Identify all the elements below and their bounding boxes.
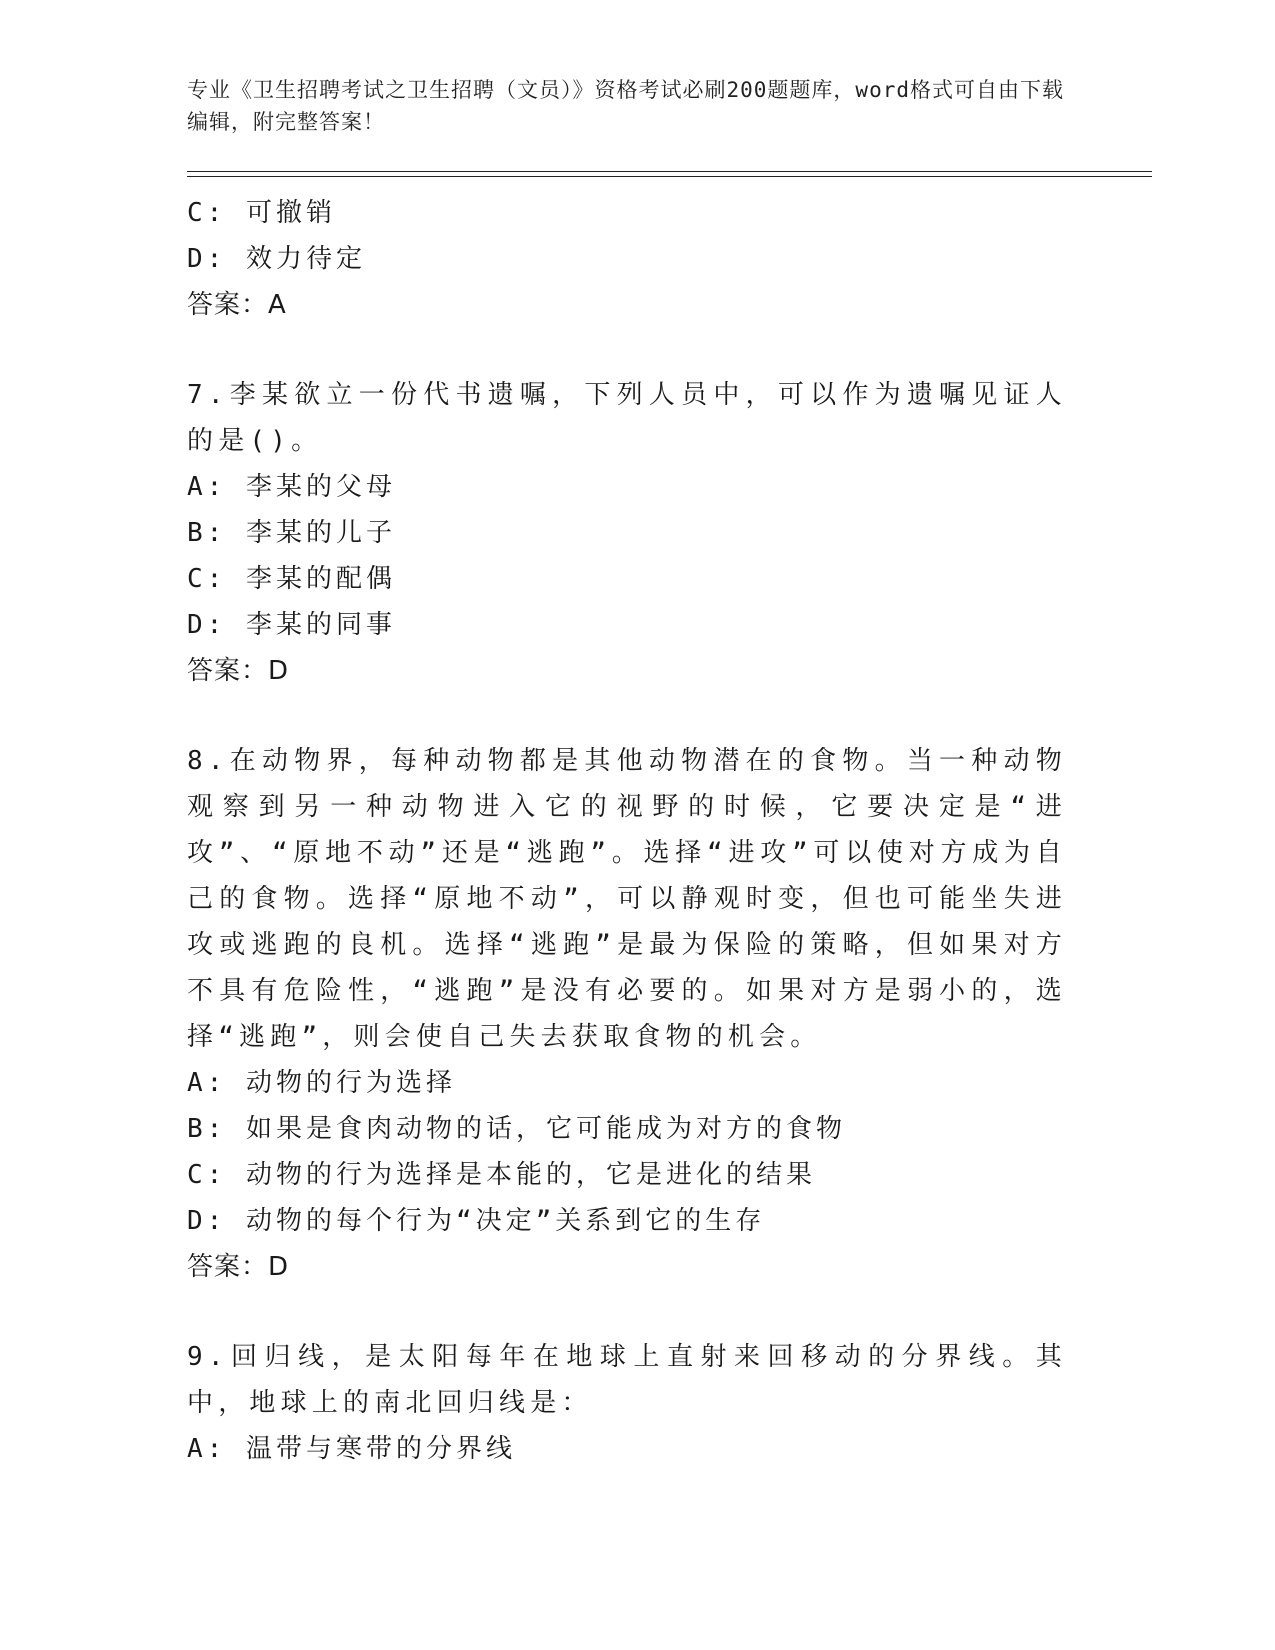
option-text: 李某的父母 [245, 472, 396, 502]
option-text: 温带与寒带的分界线 [245, 1434, 516, 1464]
answer-line: 答案：D [187, 656, 290, 686]
option-text: 李某的儿子 [245, 518, 396, 548]
question-8 [187, 738, 1067, 1290]
header-title: 专业《卫生招聘考试之卫生招聘（文员）》资格考试必刷200题题库，word格式可自由下载编辑，附完整答案！ [187, 78, 1064, 134]
question-9 [187, 1334, 1067, 1472]
option-c [187, 1152, 1067, 1198]
option-b [187, 510, 1067, 556]
option-text: 效力待定 [245, 244, 366, 274]
option-label: A: [187, 472, 227, 502]
option-label: D: [187, 1206, 227, 1236]
option-label: A: [187, 1434, 227, 1464]
answer-line: 答案：D [187, 1252, 290, 1282]
option-d [187, 602, 1067, 648]
option-label: C: [187, 198, 227, 228]
document-body [187, 190, 1067, 1472]
option-text: 动物的每个行为“决定”关系到它的生存 [245, 1206, 766, 1236]
question-text: 7.李某欲立一份代书遗嘱，下列人员中，可以作为遗嘱见证人的是()。 [187, 380, 1067, 456]
option-b [187, 1106, 1067, 1152]
option-a [187, 1426, 1067, 1472]
option-label: D: [187, 610, 227, 640]
option-label: D: [187, 244, 227, 274]
answer-line: 答案：A [187, 290, 287, 320]
option-text: 李某的同事 [245, 610, 396, 640]
option-label: C: [187, 1160, 227, 1190]
option-a [187, 464, 1067, 510]
document-header [187, 74, 1067, 138]
prev-question [187, 190, 1067, 328]
option-d [187, 1198, 1067, 1244]
option-text: 动物的行为选择 [245, 1068, 456, 1098]
option-text: 如果是食肉动物的话，它可能成为对方的食物 [245, 1114, 846, 1144]
question-text: 9.回归线，是太阳每年在地球上直射来回移动的分界线。其中，地球上的南北回归线是： [187, 1342, 1067, 1418]
option-c [187, 190, 1067, 236]
question-7 [187, 372, 1067, 694]
option-label: C: [187, 564, 227, 594]
option-a [187, 1060, 1067, 1106]
option-c [187, 556, 1067, 602]
header-divider-top [187, 171, 1152, 172]
option-text: 可撤销 [245, 198, 336, 228]
option-text: 李某的配偶 [245, 564, 396, 594]
option-d [187, 236, 1067, 282]
option-label: A: [187, 1068, 227, 1098]
option-text: 动物的行为选择是本能的，它是进化的结果 [245, 1160, 816, 1190]
option-label: B: [187, 1114, 227, 1144]
header-divider-bottom [187, 176, 1152, 177]
option-label: B: [187, 518, 227, 548]
question-text: 8.在动物界，每种动物都是其他动物潜在的食物。当一种动物观察到另一种动物进入它的视野的时候，它要决定是“进攻”、“原地不动”还是“逃跑”。选择“进攻”可以使对方成为自己的食物。选择“原地不动”，可以静观时变，但也可能坐失进攻或逃跑的良机。选择“逃跑”是最为保险的策略，但如果对方不具有危险性，“逃跑”是没有必要的。如果对方是弱小的，选择“逃跑”，则会使自己失去获取食物的机会。 [187, 746, 1067, 1052]
